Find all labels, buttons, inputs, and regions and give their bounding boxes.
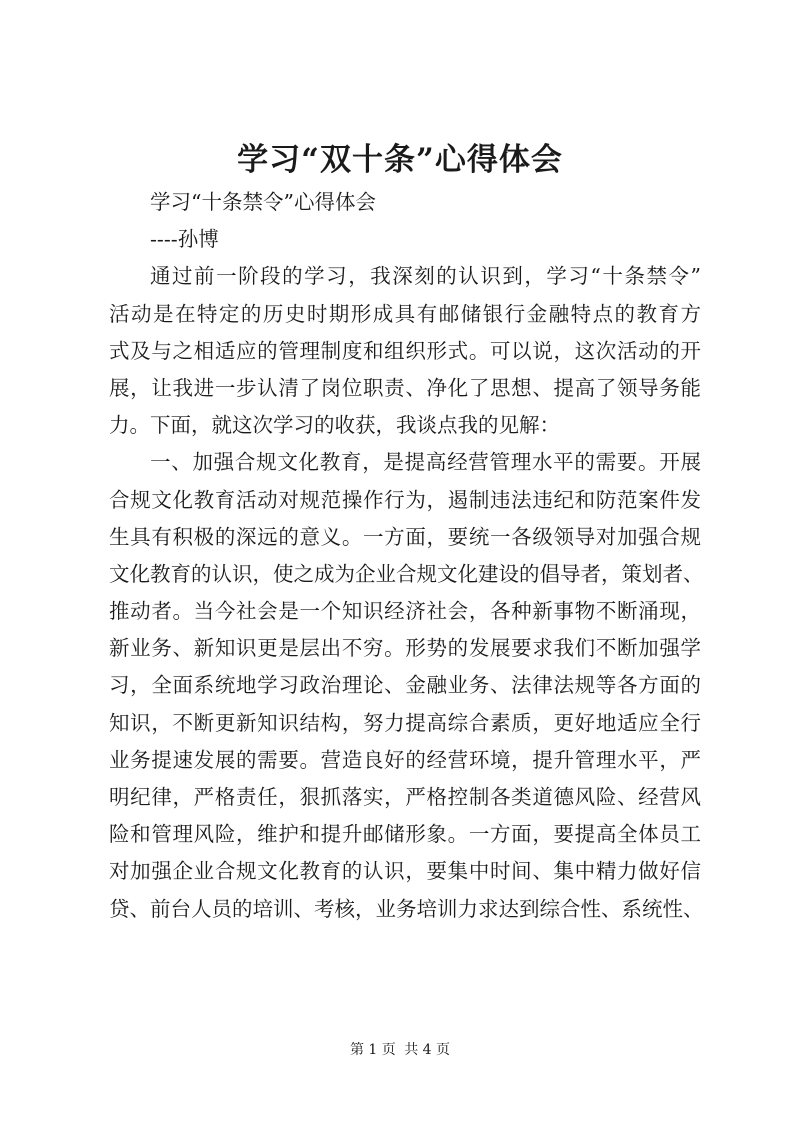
paragraph-line: 生具有积极的深远的意义。一方面，要统一各级领导对加强合规	[109, 524, 701, 549]
paragraph-line: 展，让我进一步认清了岗位职责、净化了思想、提高了领导务能	[109, 375, 701, 400]
paragraph-line: 习，全面系统地学习政治理论、金融业务、法律法规等各方面的	[109, 673, 701, 698]
paragraph-line: 新业务、新知识更是层出不穷。形势的发展要求我们不断加强学	[109, 636, 701, 661]
paragraph-line: 合规文化教育活动对规范操作行为，遏制违法违纪和防范案件发	[109, 487, 701, 512]
document-body	[109, 184, 704, 928]
paragraph-line: 险和管理风险，维护和提升邮储形象。一方面，要提高全体员工	[109, 822, 701, 847]
paragraph-line: 业务提速发展的需要。营造良好的经营环境，提升管理水平，严	[109, 747, 701, 772]
page-total: 共 4 页	[404, 1042, 451, 1058]
document-title: 学习“双十条”心得体会	[237, 142, 563, 178]
paragraph-line: 力。下面，就这次学习的收获，我谈点我的见解：	[109, 413, 560, 438]
paragraph-line: 文化教育的认识，使之成为企业合规文化建设的倡导者，策划者、	[109, 561, 704, 586]
paragraph-line: 式及与之相适应的管理制度和组织形式。可以说，这次活动的开	[109, 338, 701, 363]
paragraph-line: 贷、前台人员的培训、考核，业务培训力求达到综合性、系统性、	[109, 896, 704, 921]
paragraph-line: 推动者。当今社会是一个知识经济社会，各种新事物不断涌现，	[109, 599, 701, 624]
paragraph-line: 活动是在特定的历史时期形成具有邮储银行金融特点的教育方	[109, 301, 701, 326]
page-footer	[0, 1040, 800, 1060]
paragraph-line: 一、加强合规文化教育，是提高经营管理水平的需要。开展	[150, 450, 701, 475]
page-number: 第 1 页	[349, 1042, 396, 1058]
paragraph-line: 通过前一阶段的学习，我深刻的认识到，学习“十条禁令”	[150, 264, 701, 289]
paragraph-line: 对加强企业合规文化教育的认识，要集中时间、集中精力做好信	[109, 859, 701, 884]
paragraph-line: 知识，不断更新知识结构，努力提高综合素质，更好地适应全行	[109, 710, 701, 735]
subtitle-line: 学习“十条禁令”心得体会	[150, 190, 376, 214]
paragraph-line: 明纪律，严格责任，狠抓落实，严格控制各类道德风险、经营风	[109, 785, 701, 809]
author-line: ----孙博	[150, 227, 219, 252]
